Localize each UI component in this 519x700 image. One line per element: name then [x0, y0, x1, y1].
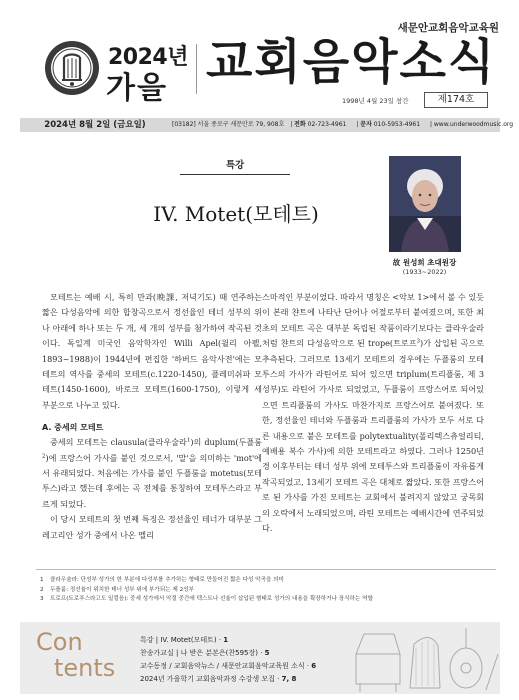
footnote: 3 트로프(트로푸스라고도 일컬음): 중세 성가에서 악절 중간에 텍스트나 선율이 삽입된 형태로 성가의 내용을 확장하거나 장식하는 역할 [40, 596, 373, 603]
phone-number: 02-723-4961 [307, 121, 347, 128]
section-label: 특강 [225, 160, 245, 171]
contents-box [20, 622, 500, 694]
paragraph: 스마적인 부분이었다. 따라서 명칭은 <악보 1>에서 볼 수 있듯이 본래 챤트에 나타난 단어나 어절로부터 붙여졌으며, 또한 최초의 모테트 곡은 대부분 독립된 작품이라기보다는 클라우술라처럼 챤트의 다성음악으로 된 trope(트로프$^3$)가 삽입된 곡으로 추측된다. 그러므로 13세기 모테트의 경우에는 두플룸의 모테투스의 가사가 라틴어로 되어 있으면 triplum(트리플룸, 제 3성부)도 라틴어 가사로 되었었고, 두플룸이 프랑스어로 되어있으면 트리플룸의 가사도 마찬가지로 프랑스어로 붙여졌다. 또한, 정선율인 테너와 두플룸과 트리플룸의 가사가 모두 서로 다른 내용으로 붙은 모테트를 polytextuality(폴리텍스츄얼리티, 예배용 복수 가사)에 의한 모테트라고 하였다. 그러나 1250년경 이후부터는 테너 성부 위에 모테투스와 트리플룸이 자유롭게 작곡되었고, 13세기 모테트 곡은 대체로 짧았다. 또한 프랑스어로 된 가사를 가진 모테트는 교회에서 불려지지 않았고 궁목회의 오락에서 노래되었으며, 라틴 모테트는 예배시간에 연주되었다. [262, 292, 484, 534]
organization-name: 새문안교회음악교육원 [397, 22, 499, 34]
musical-instruments-illustration [350, 624, 500, 694]
website-link[interactable]: www.underwoodmusic.org [433, 121, 514, 128]
fax-label: 문자 [360, 121, 372, 128]
founded-date: 1998년 4월 23일 창간 [342, 97, 409, 105]
footnote-ref[interactable]: 2 [42, 452, 46, 459]
photo-caption: 故 원성희 초대원장 [392, 258, 457, 267]
paragraph: 이 당시 모테트의 첫 번째 특징은 정선율인 테너가 대부분 그레고리안 성가 중에서 나온 멜리 [42, 514, 262, 540]
paragraph: 모테트는 예배 시, 특히 만과(晩課, 저녁기도) 때 연주하는 짧은 다성음악에 의한 합창곡으로서 정선율인 테너 성부의 위나 아래에 하나 또는 두 개, 세 개의 성부를 첨가하여 작곡된 것이다. 독일계 미국인 음악학자인 Willi Apel(윌리 아펠, 1893~1988)이 1944년에 편집한 '하버드 음악사전'에는 모테트의 역사를 중세의 모테트(c.1220-1450), 플레미쉬파 모테트(1450-1600), 바로크 모테트(1600-1750), 이렇게 세 부분으로 나누고 있다. [42, 292, 262, 410]
paragraph: 중세의 모테트는 clausula(클라우술라$^1$)의 duplum(두플룸$^2$)에 프랑스어 가사를 붙인 것으로서, '말'을 의미하는 'mot'에서 유래되었다. 처음에는 가사를 붙인 두플룸을 motetus(모테투스)라고 했는데 후에는 곡 전체를 통칭하여 모테투스라고 부르게 되었다. [42, 437, 262, 509]
section-rule [180, 174, 290, 175]
address: [03182] 서울 종로구 새문안로 79, 908호 [172, 121, 285, 128]
issue-number: 제174호 [424, 92, 488, 108]
issue-year: 2024년 [108, 45, 188, 70]
table-of-contents [140, 634, 316, 686]
header [0, 0, 519, 118]
article-column-right [262, 290, 484, 537]
toc-item[interactable]: 교수동정 / 교회음악뉴스 / 새문안교회음악교육원 소식 · 6 [140, 662, 317, 670]
footnote: 1 클라우술라: 단성부 성가의 한 부분에 다성부를 추가하는 형태로 만들어진 짧은 다성 악곡을 의미 [40, 577, 284, 583]
contents-label: Con [36, 628, 83, 656]
portrait-photo [389, 156, 461, 252]
toc-item[interactable]: 찬송가교실 | 나 받은 분본은(찬595장) · 5 [140, 649, 270, 657]
article-column-left [42, 290, 262, 543]
header-divider [196, 44, 197, 94]
footnote-rule [36, 569, 496, 570]
info-bar [20, 118, 514, 132]
issue-season: 가을 [106, 71, 168, 106]
phone-label: 전화 [294, 121, 306, 128]
fax-number: 010-5953-4961 [373, 121, 421, 128]
toc-item[interactable]: 특강 | IV. Motet(모테트) · 1 [140, 636, 229, 644]
masthead-title: 교회음악소식 [206, 34, 497, 90]
footnote: 2 두플룸: 정선율이 위치한 테너 성부 위에 부가되는 제 2성부 [40, 586, 194, 593]
publication-date: 2024년 8월 2일 (금요일) [44, 120, 146, 130]
footnotes [40, 576, 500, 605]
toc-item[interactable]: 2024년 가을학기 교회음악과정 수강생 모집 · 7, 8 [140, 675, 297, 683]
contact-info: [03182] 서울 종로구 새문안로 79, 908호 | 전화 02-723-4961 | 문자 010-5953-4961 | www.underwoodmusic.org [172, 121, 514, 128]
footnote-ref[interactable]: 1 [186, 437, 191, 444]
contents-label: tents [54, 654, 116, 682]
seminary-logo-icon [44, 40, 100, 96]
subheading: A. 중세의 모테트 [42, 423, 104, 433]
article-title: IV. Motet(모테트) [153, 202, 319, 226]
footnote-ref[interactable]: 3 [416, 338, 421, 345]
photo-years: (1933~2022) [402, 268, 447, 276]
